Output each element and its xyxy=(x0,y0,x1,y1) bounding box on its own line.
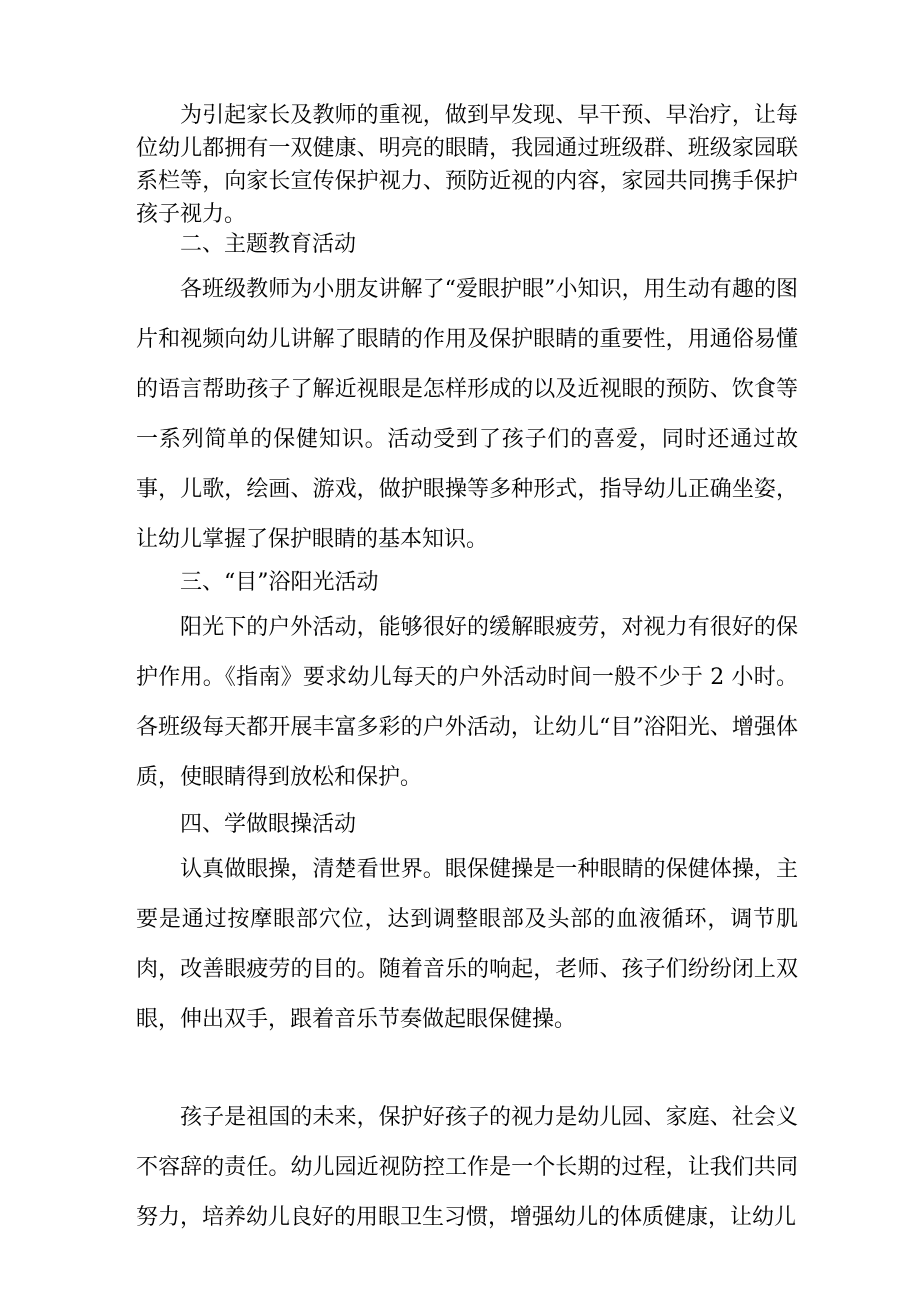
section-body-eye-exercise: 认真做眼操，清楚看世界。眼保健操是一种眼睛的保健体操，主要是通过按摩眼部穴位，达到调整眼部及头部的血液循环，调节肌肉，改善眼疲劳的目的。随着音乐的响起，老师、孩子们纷纷闭上双眼，伸出双手，跟着音乐节奏做起眼保健操。 xyxy=(136,857,798,1032)
section-heading-sunshine: 三、“目”浴阳光活动 xyxy=(180,570,379,595)
intro-paragraph: 为引起家长及教师的重视，做到早发现、早干预、早治疗，让每位幼儿都拥有一双健康、明亮的眼睛，我园通过班级群、班级家园联系栏等，向家长宣传保护视力、预防近视的内容，家园共同携手保护孩子视力。 xyxy=(136,103,798,227)
closing-paragraph: 孩子是祖国的未来，保护好孩子的视力是幼儿园、家庭、社会义不容辞的责任。幼儿园近视防控工作是一个长期的过程，让我们共同努力，培养幼儿良好的用眼卫生习惯，增强幼儿的体质健康，让幼儿 xyxy=(136,1105,798,1230)
section-heading-theme-education: 二、主题教育活动 xyxy=(180,232,357,257)
section-body-sunshine: 阳光下的户外活动，能够很好的缓解眼疲劳，对视力有很好的保护作用。《指南》要求幼儿每天的户外活动时间一般不少于 2 小时。各班级每天都开展丰富多彩的户外活动，让幼儿“目”浴阳光、增强体质，使眼睛得到放松和保护。 xyxy=(136,615,798,790)
section-heading-eye-exercise: 四、学做眼操活动 xyxy=(180,812,357,837)
section-body-theme-education: 各班级教师为小朋友讲解了“爱眼护眼”小知识，用生动有趣的图片和视频向幼儿讲解了眼睛的作用及保护眼睛的重要性，用通俗易懂的语言帮助孩子了解近视眼是怎样形成的以及近视眼的预防、饮食等一系列简单的保健知识。活动受到了孩子们的喜爱，同时还通过故事，儿歌，绘画、游戏，做护眼操等多种形式，指导幼儿正确坐姿，让幼儿掌握了保护眼睛的基本知识。 xyxy=(136,277,798,552)
